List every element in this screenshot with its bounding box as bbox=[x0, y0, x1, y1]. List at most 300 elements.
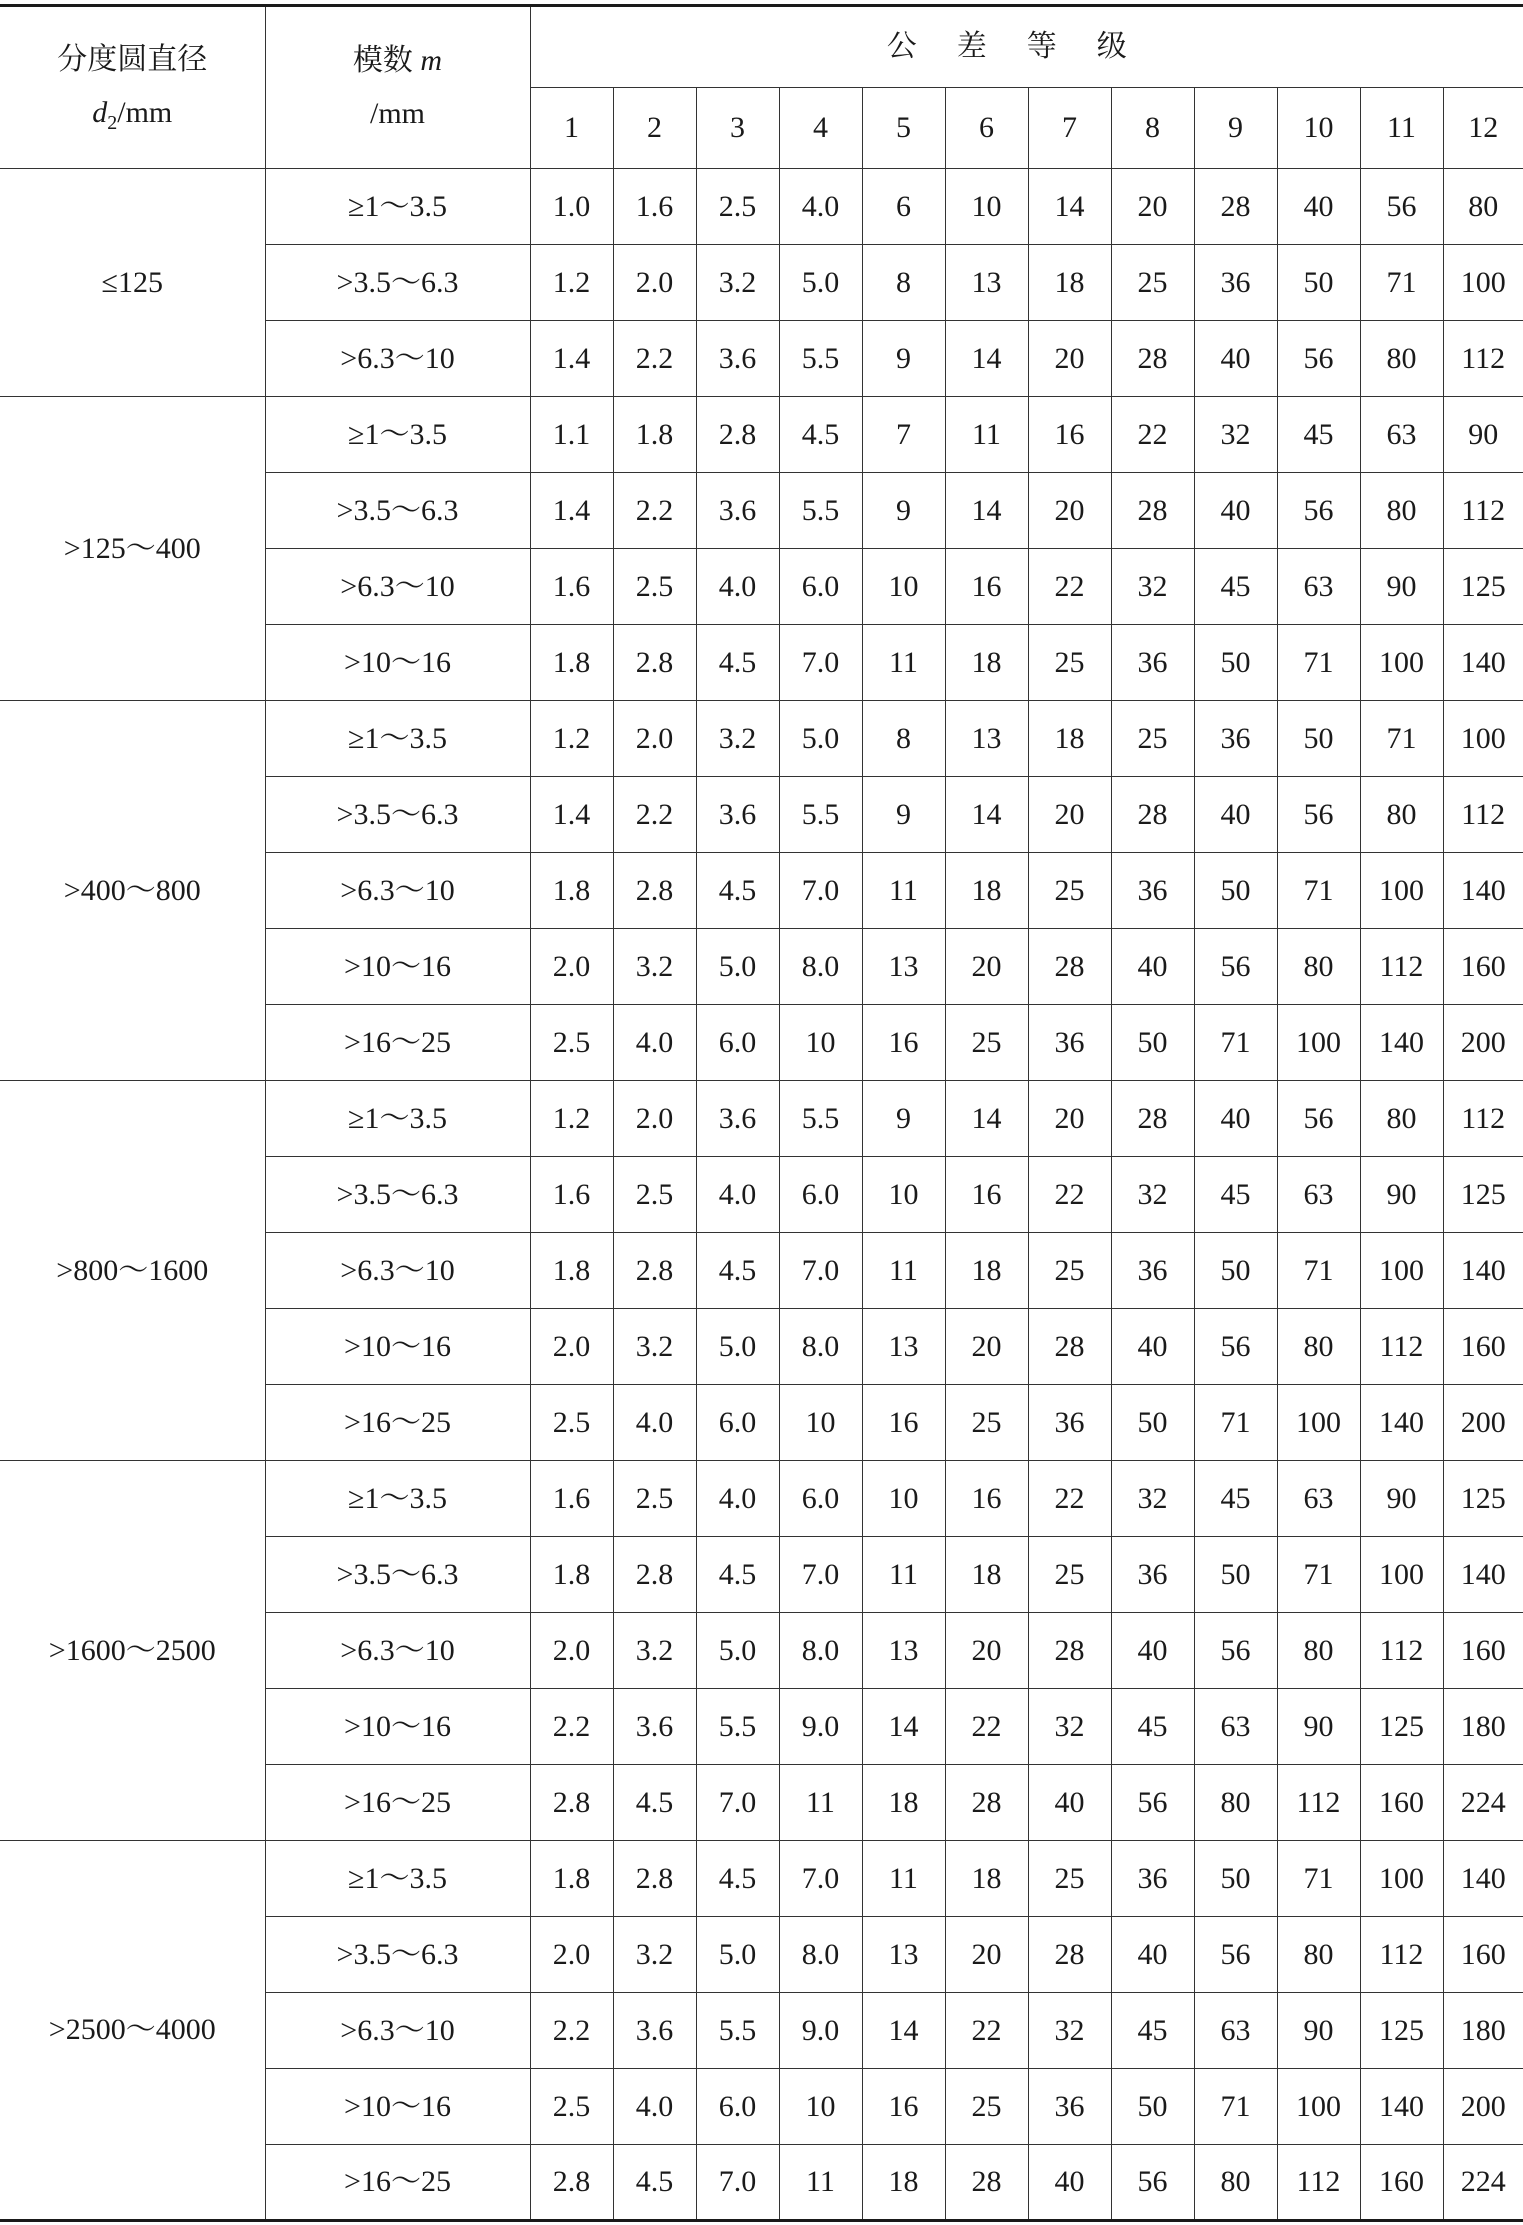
tolerance-value-cell: 32 bbox=[1194, 397, 1277, 473]
tolerance-value-cell: 1.8 bbox=[530, 1537, 613, 1613]
tolerance-value-cell: 80 bbox=[1443, 169, 1523, 245]
tolerance-value-cell: 1.4 bbox=[530, 321, 613, 397]
tolerance-value-cell: 18 bbox=[945, 1233, 1028, 1309]
tolerance-value-cell: 20 bbox=[1111, 169, 1194, 245]
tolerance-value-cell: 5.0 bbox=[696, 1309, 779, 1385]
tolerance-value-cell: 32 bbox=[1111, 1157, 1194, 1233]
tolerance-value-cell: 36 bbox=[1111, 1233, 1194, 1309]
tolerance-value-cell: 140 bbox=[1443, 1841, 1523, 1917]
tolerance-value-cell: 11 bbox=[862, 1537, 945, 1613]
tolerance-value-cell: 7.0 bbox=[779, 1233, 862, 1309]
tolerance-value-cell: 25 bbox=[1111, 245, 1194, 321]
tolerance-value-cell: 50 bbox=[1194, 853, 1277, 929]
tolerance-value-cell: 8 bbox=[862, 245, 945, 321]
tolerance-value-cell: 5.0 bbox=[696, 929, 779, 1005]
tolerance-value-cell: 16 bbox=[945, 1461, 1028, 1537]
tolerance-value-cell: 22 bbox=[1028, 1461, 1111, 1537]
module-range-cell: ≥1～3.5 bbox=[265, 1081, 530, 1157]
tolerance-value-cell: 80 bbox=[1360, 777, 1443, 853]
tolerance-value-cell: 16 bbox=[862, 1385, 945, 1461]
tolerance-value-cell: 4.0 bbox=[613, 1005, 696, 1081]
tolerance-value-cell: 2.2 bbox=[613, 473, 696, 549]
tolerance-value-cell: 14 bbox=[945, 321, 1028, 397]
grade-header-9: 9 bbox=[1194, 88, 1277, 169]
diameter-range-cell: >2500～4000 bbox=[0, 1841, 265, 2221]
tolerance-value-cell: 2.2 bbox=[613, 321, 696, 397]
tolerance-value-cell: 2.8 bbox=[613, 1537, 696, 1613]
tolerance-value-cell: 16 bbox=[945, 549, 1028, 625]
tolerance-value-cell: 20 bbox=[945, 929, 1028, 1005]
tolerance-value-cell: 16 bbox=[862, 2069, 945, 2145]
diameter-range-cell: >800～1600 bbox=[0, 1081, 265, 1461]
tolerance-value-cell: 3.6 bbox=[696, 321, 779, 397]
tolerance-value-cell: 36 bbox=[1111, 1537, 1194, 1613]
module-range-cell: >6.3～10 bbox=[265, 321, 530, 397]
tolerance-value-cell: 14 bbox=[862, 1993, 945, 2069]
tolerance-value-cell: 160 bbox=[1443, 1613, 1523, 1689]
tolerance-value-cell: 11 bbox=[862, 1841, 945, 1917]
tolerance-value-cell: 80 bbox=[1194, 2145, 1277, 2221]
tolerance-value-cell: 3.2 bbox=[696, 701, 779, 777]
tolerance-value-cell: 28 bbox=[945, 1765, 1028, 1841]
tolerance-value-cell: 2.0 bbox=[613, 1081, 696, 1157]
tolerance-value-cell: 36 bbox=[1111, 853, 1194, 929]
module-range-cell: >10～16 bbox=[265, 929, 530, 1005]
tolerance-value-cell: 28 bbox=[1028, 929, 1111, 1005]
module-range-cell: >6.3～10 bbox=[265, 853, 530, 929]
tolerance-value-cell: 10 bbox=[945, 169, 1028, 245]
tolerance-value-cell: 112 bbox=[1277, 1765, 1360, 1841]
tolerance-value-cell: 1.8 bbox=[530, 625, 613, 701]
tolerance-value-cell: 56 bbox=[1277, 473, 1360, 549]
tolerance-value-cell: 112 bbox=[1360, 1613, 1443, 1689]
tolerance-value-cell: 5.0 bbox=[779, 245, 862, 321]
module-range-cell: >10～16 bbox=[265, 1689, 530, 1765]
diameter-subscript: 2 bbox=[107, 111, 118, 134]
tolerance-value-cell: 16 bbox=[945, 1157, 1028, 1233]
tolerance-value-cell: 50 bbox=[1194, 1233, 1277, 1309]
tolerance-value-cell: 1.8 bbox=[530, 1233, 613, 1309]
tolerance-value-cell: 224 bbox=[1443, 2145, 1523, 2221]
tolerance-value-cell: 100 bbox=[1360, 853, 1443, 929]
tolerance-value-cell: 20 bbox=[1028, 1081, 1111, 1157]
tolerance-value-cell: 5.5 bbox=[779, 473, 862, 549]
tolerance-value-cell: 2.8 bbox=[530, 2145, 613, 2221]
tolerance-value-cell: 20 bbox=[1028, 473, 1111, 549]
tolerance-value-cell: 18 bbox=[945, 853, 1028, 929]
grade-header-7: 7 bbox=[1028, 88, 1111, 169]
tolerance-value-cell: 1.8 bbox=[530, 1841, 613, 1917]
tolerance-value-cell: 200 bbox=[1443, 2069, 1523, 2145]
grade-header-8: 8 bbox=[1111, 88, 1194, 169]
tolerance-value-cell: 200 bbox=[1443, 1005, 1523, 1081]
tolerance-value-cell: 80 bbox=[1277, 929, 1360, 1005]
tolerance-value-cell: 22 bbox=[945, 1993, 1028, 2069]
tolerance-value-cell: 140 bbox=[1443, 1537, 1523, 1613]
tolerance-value-cell: 5.5 bbox=[779, 777, 862, 853]
module-range-cell: ≥1～3.5 bbox=[265, 1461, 530, 1537]
tolerance-value-cell: 22 bbox=[1111, 397, 1194, 473]
tolerance-value-cell: 28 bbox=[1111, 321, 1194, 397]
tolerance-value-cell: 50 bbox=[1111, 2069, 1194, 2145]
tolerance-value-cell: 6.0 bbox=[696, 2069, 779, 2145]
module-range-cell: >3.5～6.3 bbox=[265, 1537, 530, 1613]
tolerance-value-cell: 7.0 bbox=[779, 1841, 862, 1917]
tolerance-value-cell: 18 bbox=[945, 1537, 1028, 1613]
tolerance-value-cell: 7.0 bbox=[779, 625, 862, 701]
tolerance-value-cell: 2.5 bbox=[530, 2069, 613, 2145]
tolerance-value-cell: 4.0 bbox=[696, 1157, 779, 1233]
tolerance-value-cell: 50 bbox=[1277, 245, 1360, 321]
tolerance-value-cell: 4.0 bbox=[779, 169, 862, 245]
module-range-cell: >10～16 bbox=[265, 2069, 530, 2145]
tolerance-value-cell: 2.8 bbox=[696, 397, 779, 473]
tolerance-value-cell: 7.0 bbox=[696, 1765, 779, 1841]
tolerance-value-cell: 90 bbox=[1360, 1157, 1443, 1233]
tolerance-value-cell: 32 bbox=[1111, 549, 1194, 625]
tolerance-value-cell: 71 bbox=[1277, 625, 1360, 701]
tolerance-value-cell: 224 bbox=[1443, 1765, 1523, 1841]
tolerance-value-cell: 71 bbox=[1360, 701, 1443, 777]
tolerance-value-cell: 7.0 bbox=[779, 853, 862, 929]
tolerance-value-cell: 1.6 bbox=[530, 1157, 613, 1233]
tolerance-value-cell: 140 bbox=[1360, 1385, 1443, 1461]
tolerance-value-cell: 5.0 bbox=[779, 701, 862, 777]
tolerance-value-cell: 100 bbox=[1360, 625, 1443, 701]
grade-header-10: 10 bbox=[1277, 88, 1360, 169]
module-range-cell: ≥1～3.5 bbox=[265, 701, 530, 777]
tolerance-value-cell: 40 bbox=[1194, 1081, 1277, 1157]
tolerance-value-cell: 5.5 bbox=[779, 321, 862, 397]
tolerance-value-cell: 16 bbox=[862, 1005, 945, 1081]
tolerance-value-cell: 9 bbox=[862, 473, 945, 549]
module-label-text: 模数 bbox=[352, 44, 421, 77]
tolerance-value-cell: 90 bbox=[1277, 1689, 1360, 1765]
tolerance-value-cell: 112 bbox=[1360, 1309, 1443, 1385]
tolerance-value-cell: 16 bbox=[1028, 397, 1111, 473]
module-range-cell: ≥1～3.5 bbox=[265, 397, 530, 473]
tolerance-value-cell: 56 bbox=[1360, 169, 1443, 245]
tolerance-value-cell: 18 bbox=[1028, 701, 1111, 777]
grade-header-3: 3 bbox=[696, 88, 779, 169]
module-range-cell: >3.5～6.3 bbox=[265, 777, 530, 853]
tolerance-value-cell: 13 bbox=[862, 1613, 945, 1689]
module-range-cell: ≥1～3.5 bbox=[265, 1841, 530, 1917]
tolerance-value-cell: 2.5 bbox=[613, 1461, 696, 1537]
tolerance-value-cell: 112 bbox=[1443, 1081, 1523, 1157]
tolerance-value-cell: 1.4 bbox=[530, 473, 613, 549]
tolerance-value-cell: 160 bbox=[1443, 1917, 1523, 1993]
tolerance-value-cell: 4.0 bbox=[696, 1461, 779, 1537]
tolerance-value-cell: 28 bbox=[1028, 1917, 1111, 1993]
tolerance-value-cell: 56 bbox=[1111, 2145, 1194, 2221]
tolerance-value-cell: 125 bbox=[1360, 1993, 1443, 2069]
tolerance-value-cell: 11 bbox=[779, 1765, 862, 1841]
table-row bbox=[0, 1081, 1523, 1157]
table-row bbox=[0, 397, 1523, 473]
tolerance-value-cell: 80 bbox=[1277, 1613, 1360, 1689]
tolerance-value-cell: 10 bbox=[779, 1385, 862, 1461]
tolerance-value-cell: 2.0 bbox=[530, 1309, 613, 1385]
tolerance-value-cell: 7.0 bbox=[779, 1537, 862, 1613]
tolerance-value-cell: 125 bbox=[1360, 1689, 1443, 1765]
tolerance-value-cell: 4.0 bbox=[696, 549, 779, 625]
tolerance-value-cell: 112 bbox=[1443, 777, 1523, 853]
tolerance-value-cell: 5.5 bbox=[696, 1993, 779, 2069]
tolerance-value-cell: 71 bbox=[1277, 1537, 1360, 1613]
tolerance-value-cell: 100 bbox=[1277, 2069, 1360, 2145]
tolerance-value-cell: 36 bbox=[1111, 625, 1194, 701]
tolerance-value-cell: 71 bbox=[1277, 1841, 1360, 1917]
tolerance-value-cell: 6.0 bbox=[779, 1157, 862, 1233]
tolerance-value-cell: 112 bbox=[1443, 473, 1523, 549]
tolerance-value-cell: 36 bbox=[1194, 701, 1277, 777]
tolerance-value-cell: 28 bbox=[1111, 1081, 1194, 1157]
tolerance-value-cell: 125 bbox=[1443, 1157, 1523, 1233]
tolerance-value-cell: 90 bbox=[1360, 549, 1443, 625]
tolerance-value-cell: 45 bbox=[1277, 397, 1360, 473]
module-range-cell: >16～25 bbox=[265, 2145, 530, 2221]
tolerance-value-cell: 2.8 bbox=[613, 625, 696, 701]
tolerance-value-cell: 80 bbox=[1360, 1081, 1443, 1157]
tolerance-value-cell: 28 bbox=[1028, 1613, 1111, 1689]
tolerance-value-cell: 45 bbox=[1111, 1689, 1194, 1765]
module-range-cell: >16～25 bbox=[265, 1765, 530, 1841]
module-range-cell: >6.3～10 bbox=[265, 1233, 530, 1309]
tolerance-value-cell: 9.0 bbox=[779, 1689, 862, 1765]
tolerance-value-cell: 14 bbox=[945, 1081, 1028, 1157]
tolerance-value-cell: 4.5 bbox=[696, 1537, 779, 1613]
tolerance-value-cell: 125 bbox=[1443, 549, 1523, 625]
tolerance-value-cell: 13 bbox=[862, 1917, 945, 1993]
module-range-cell: >3.5～6.3 bbox=[265, 1157, 530, 1233]
tolerance-value-cell: 20 bbox=[945, 1309, 1028, 1385]
tolerance-value-cell: 112 bbox=[1443, 321, 1523, 397]
tolerance-value-cell: 18 bbox=[1028, 245, 1111, 321]
tolerance-value-cell: 3.6 bbox=[613, 1689, 696, 1765]
tolerance-value-cell: 20 bbox=[945, 1917, 1028, 1993]
tolerance-value-cell: 10 bbox=[779, 1005, 862, 1081]
tolerance-value-cell: 2.8 bbox=[613, 1841, 696, 1917]
grade-header-1: 1 bbox=[530, 88, 613, 169]
tolerance-value-cell: 2.2 bbox=[613, 777, 696, 853]
tolerance-value-cell: 32 bbox=[1028, 1689, 1111, 1765]
tolerance-value-cell: 160 bbox=[1360, 1765, 1443, 1841]
tolerance-value-cell: 11 bbox=[945, 397, 1028, 473]
table-row bbox=[0, 169, 1523, 245]
tolerance-value-cell: 36 bbox=[1028, 2069, 1111, 2145]
tolerance-value-cell: 2.8 bbox=[530, 1765, 613, 1841]
tolerance-value-cell: 71 bbox=[1194, 1005, 1277, 1081]
tolerance-value-cell: 80 bbox=[1277, 1309, 1360, 1385]
tolerance-value-cell: 18 bbox=[862, 2145, 945, 2221]
tolerance-value-cell: 140 bbox=[1360, 2069, 1443, 2145]
tolerance-value-cell: 40 bbox=[1111, 929, 1194, 1005]
tolerance-value-cell: 100 bbox=[1360, 1537, 1443, 1613]
grade-header-2: 2 bbox=[613, 88, 696, 169]
tolerance-value-cell: 4.5 bbox=[696, 1841, 779, 1917]
tolerance-value-cell: 40 bbox=[1194, 473, 1277, 549]
tolerance-value-cell: 45 bbox=[1194, 1157, 1277, 1233]
tolerance-value-cell: 71 bbox=[1360, 245, 1443, 321]
tolerance-value-cell: 50 bbox=[1111, 1385, 1194, 1461]
tolerance-value-cell: 2.5 bbox=[530, 1005, 613, 1081]
tolerance-value-cell: 100 bbox=[1443, 245, 1523, 321]
tolerance-value-cell: 6.0 bbox=[779, 549, 862, 625]
tolerance-value-cell: 63 bbox=[1194, 1689, 1277, 1765]
tolerance-value-cell: 56 bbox=[1194, 1917, 1277, 1993]
tolerance-value-cell: 56 bbox=[1277, 1081, 1360, 1157]
tolerance-value-cell: 63 bbox=[1277, 549, 1360, 625]
module-range-cell: >10～16 bbox=[265, 625, 530, 701]
tolerance-value-cell: 56 bbox=[1194, 1309, 1277, 1385]
tolerance-value-cell: 13 bbox=[862, 1309, 945, 1385]
tolerance-value-cell: 25 bbox=[1028, 853, 1111, 929]
grade-header-12: 12 bbox=[1443, 88, 1523, 169]
table-row bbox=[0, 701, 1523, 777]
tolerance-value-cell: 14 bbox=[945, 473, 1028, 549]
tolerance-value-cell: 6 bbox=[862, 169, 945, 245]
tolerance-value-cell: 4.0 bbox=[613, 2069, 696, 2145]
tolerance-value-cell: 200 bbox=[1443, 1385, 1523, 1461]
tolerance-value-cell: 80 bbox=[1277, 1917, 1360, 1993]
tolerance-value-cell: 5.0 bbox=[696, 1613, 779, 1689]
tolerance-value-cell: 4.5 bbox=[613, 1765, 696, 1841]
tolerance-value-cell: 4.5 bbox=[613, 2145, 696, 2221]
tolerance-value-cell: 5.5 bbox=[779, 1081, 862, 1157]
tolerance-value-cell: 56 bbox=[1277, 777, 1360, 853]
tolerance-value-cell: 28 bbox=[1111, 777, 1194, 853]
tolerance-value-cell: 1.6 bbox=[530, 1461, 613, 1537]
tolerance-value-cell: 100 bbox=[1277, 1385, 1360, 1461]
tolerance-value-cell: 25 bbox=[1028, 1537, 1111, 1613]
tolerance-value-cell: 80 bbox=[1360, 473, 1443, 549]
tolerance-value-cell: 180 bbox=[1443, 1993, 1523, 2069]
tolerance-value-cell: 45 bbox=[1111, 1993, 1194, 2069]
tolerance-value-cell: 50 bbox=[1194, 1537, 1277, 1613]
tolerance-value-cell: 32 bbox=[1028, 1993, 1111, 2069]
tolerance-value-cell: 10 bbox=[862, 1461, 945, 1537]
tolerance-value-cell: 36 bbox=[1028, 1005, 1111, 1081]
tolerance-value-cell: 100 bbox=[1360, 1841, 1443, 1917]
tolerance-value-cell: 6.0 bbox=[696, 1005, 779, 1081]
tolerance-value-cell: 3.6 bbox=[613, 1993, 696, 2069]
table-row bbox=[0, 1841, 1523, 1917]
tolerance-value-cell: 40 bbox=[1277, 169, 1360, 245]
tolerance-value-cell: 6.0 bbox=[696, 1385, 779, 1461]
tolerance-value-cell: 7 bbox=[862, 397, 945, 473]
tolerance-value-cell: 45 bbox=[1194, 1461, 1277, 1537]
tolerance-value-cell: 4.5 bbox=[696, 625, 779, 701]
tolerance-value-cell: 140 bbox=[1443, 853, 1523, 929]
tolerance-value-cell: 2.0 bbox=[530, 1917, 613, 1993]
tolerance-value-cell: 3.2 bbox=[613, 1613, 696, 1689]
tolerance-value-cell: 71 bbox=[1277, 1233, 1360, 1309]
tolerance-value-cell: 2.2 bbox=[530, 1689, 613, 1765]
tolerance-value-cell: 112 bbox=[1360, 1917, 1443, 1993]
tolerance-value-cell: 10 bbox=[779, 2069, 862, 2145]
tolerance-value-cell: 1.8 bbox=[613, 397, 696, 473]
tolerance-value-cell: 10 bbox=[862, 1157, 945, 1233]
tolerance-value-cell: 80 bbox=[1360, 321, 1443, 397]
tolerance-value-cell: 1.2 bbox=[530, 701, 613, 777]
tolerance-value-cell: 45 bbox=[1194, 549, 1277, 625]
tolerance-value-cell: 8.0 bbox=[779, 1309, 862, 1385]
tolerance-value-cell: 8 bbox=[862, 701, 945, 777]
table-body bbox=[0, 169, 1523, 2221]
diameter-range-cell: >400～800 bbox=[0, 701, 265, 1081]
tolerance-value-cell: 50 bbox=[1194, 1841, 1277, 1917]
tolerance-value-cell: 2.5 bbox=[530, 1385, 613, 1461]
tolerance-value-cell: 28 bbox=[1111, 473, 1194, 549]
tolerance-value-cell: 40 bbox=[1194, 777, 1277, 853]
tolerance-value-cell: 8.0 bbox=[779, 1613, 862, 1689]
grade-header-6: 6 bbox=[945, 88, 1028, 169]
tolerance-value-cell: 22 bbox=[1028, 549, 1111, 625]
tolerance-value-cell: 36 bbox=[1028, 1385, 1111, 1461]
module-range-cell: >6.3～10 bbox=[265, 1993, 530, 2069]
tolerance-value-cell: 180 bbox=[1443, 1689, 1523, 1765]
tolerance-value-cell: 20 bbox=[1028, 321, 1111, 397]
tolerance-value-cell: 1.6 bbox=[613, 169, 696, 245]
module-unit: /mm bbox=[369, 96, 425, 130]
tolerance-value-cell: 3.2 bbox=[696, 245, 779, 321]
tolerance-value-cell: 56 bbox=[1277, 321, 1360, 397]
diameter-range-cell: >1600～2500 bbox=[0, 1461, 265, 1841]
tolerance-value-cell: 7.0 bbox=[696, 2145, 779, 2221]
grade-header-5: 5 bbox=[862, 88, 945, 169]
tolerance-value-cell: 2.0 bbox=[530, 929, 613, 1005]
tolerance-value-cell: 63 bbox=[1194, 1993, 1277, 2069]
tolerance-value-cell: 4.0 bbox=[613, 1385, 696, 1461]
tolerance-value-cell: 3.6 bbox=[696, 1081, 779, 1157]
grade-header-4: 4 bbox=[779, 88, 862, 169]
tolerance-value-cell: 2.8 bbox=[613, 1233, 696, 1309]
tolerance-value-cell: 63 bbox=[1277, 1157, 1360, 1233]
tolerance-value-cell: 14 bbox=[945, 777, 1028, 853]
tolerance-value-cell: 9 bbox=[862, 321, 945, 397]
tolerance-value-cell: 3.2 bbox=[613, 1917, 696, 1993]
tolerance-value-cell: 20 bbox=[1028, 777, 1111, 853]
diameter-header-symbol bbox=[0, 87, 265, 141]
tolerance-value-cell: 40 bbox=[1028, 1765, 1111, 1841]
tolerance-value-cell: 3.2 bbox=[613, 1309, 696, 1385]
tolerance-value-cell: 160 bbox=[1360, 2145, 1443, 2221]
module-range-cell: >6.3～10 bbox=[265, 1613, 530, 1689]
diameter-header-label: 分度圆直径 bbox=[57, 43, 208, 77]
tolerance-value-cell: 2.5 bbox=[613, 1157, 696, 1233]
tolerance-value-cell: 32 bbox=[1111, 1461, 1194, 1537]
tolerance-table bbox=[0, 4, 1523, 2222]
module-range-cell: >3.5～6.3 bbox=[265, 473, 530, 549]
diameter-symbol: d bbox=[92, 95, 108, 129]
tolerance-value-cell: 112 bbox=[1277, 2145, 1360, 2221]
tolerance-value-cell: 125 bbox=[1443, 1461, 1523, 1537]
tolerance-value-cell: 2.0 bbox=[613, 701, 696, 777]
tolerance-value-cell: 9 bbox=[862, 777, 945, 853]
tolerance-value-cell: 22 bbox=[1028, 1157, 1111, 1233]
module-range-cell: >3.5～6.3 bbox=[265, 245, 530, 321]
tolerance-value-cell: 50 bbox=[1194, 625, 1277, 701]
tolerance-value-cell: 40 bbox=[1111, 1613, 1194, 1689]
tolerance-value-cell: 1.2 bbox=[530, 1081, 613, 1157]
tolerance-value-cell: 56 bbox=[1111, 1765, 1194, 1841]
module-symbol: m bbox=[420, 44, 443, 77]
module-header bbox=[265, 6, 530, 169]
tolerance-value-cell: 10 bbox=[862, 549, 945, 625]
tolerance-value-cell: 22 bbox=[945, 1689, 1028, 1765]
grade-header-11: 11 bbox=[1360, 88, 1443, 169]
